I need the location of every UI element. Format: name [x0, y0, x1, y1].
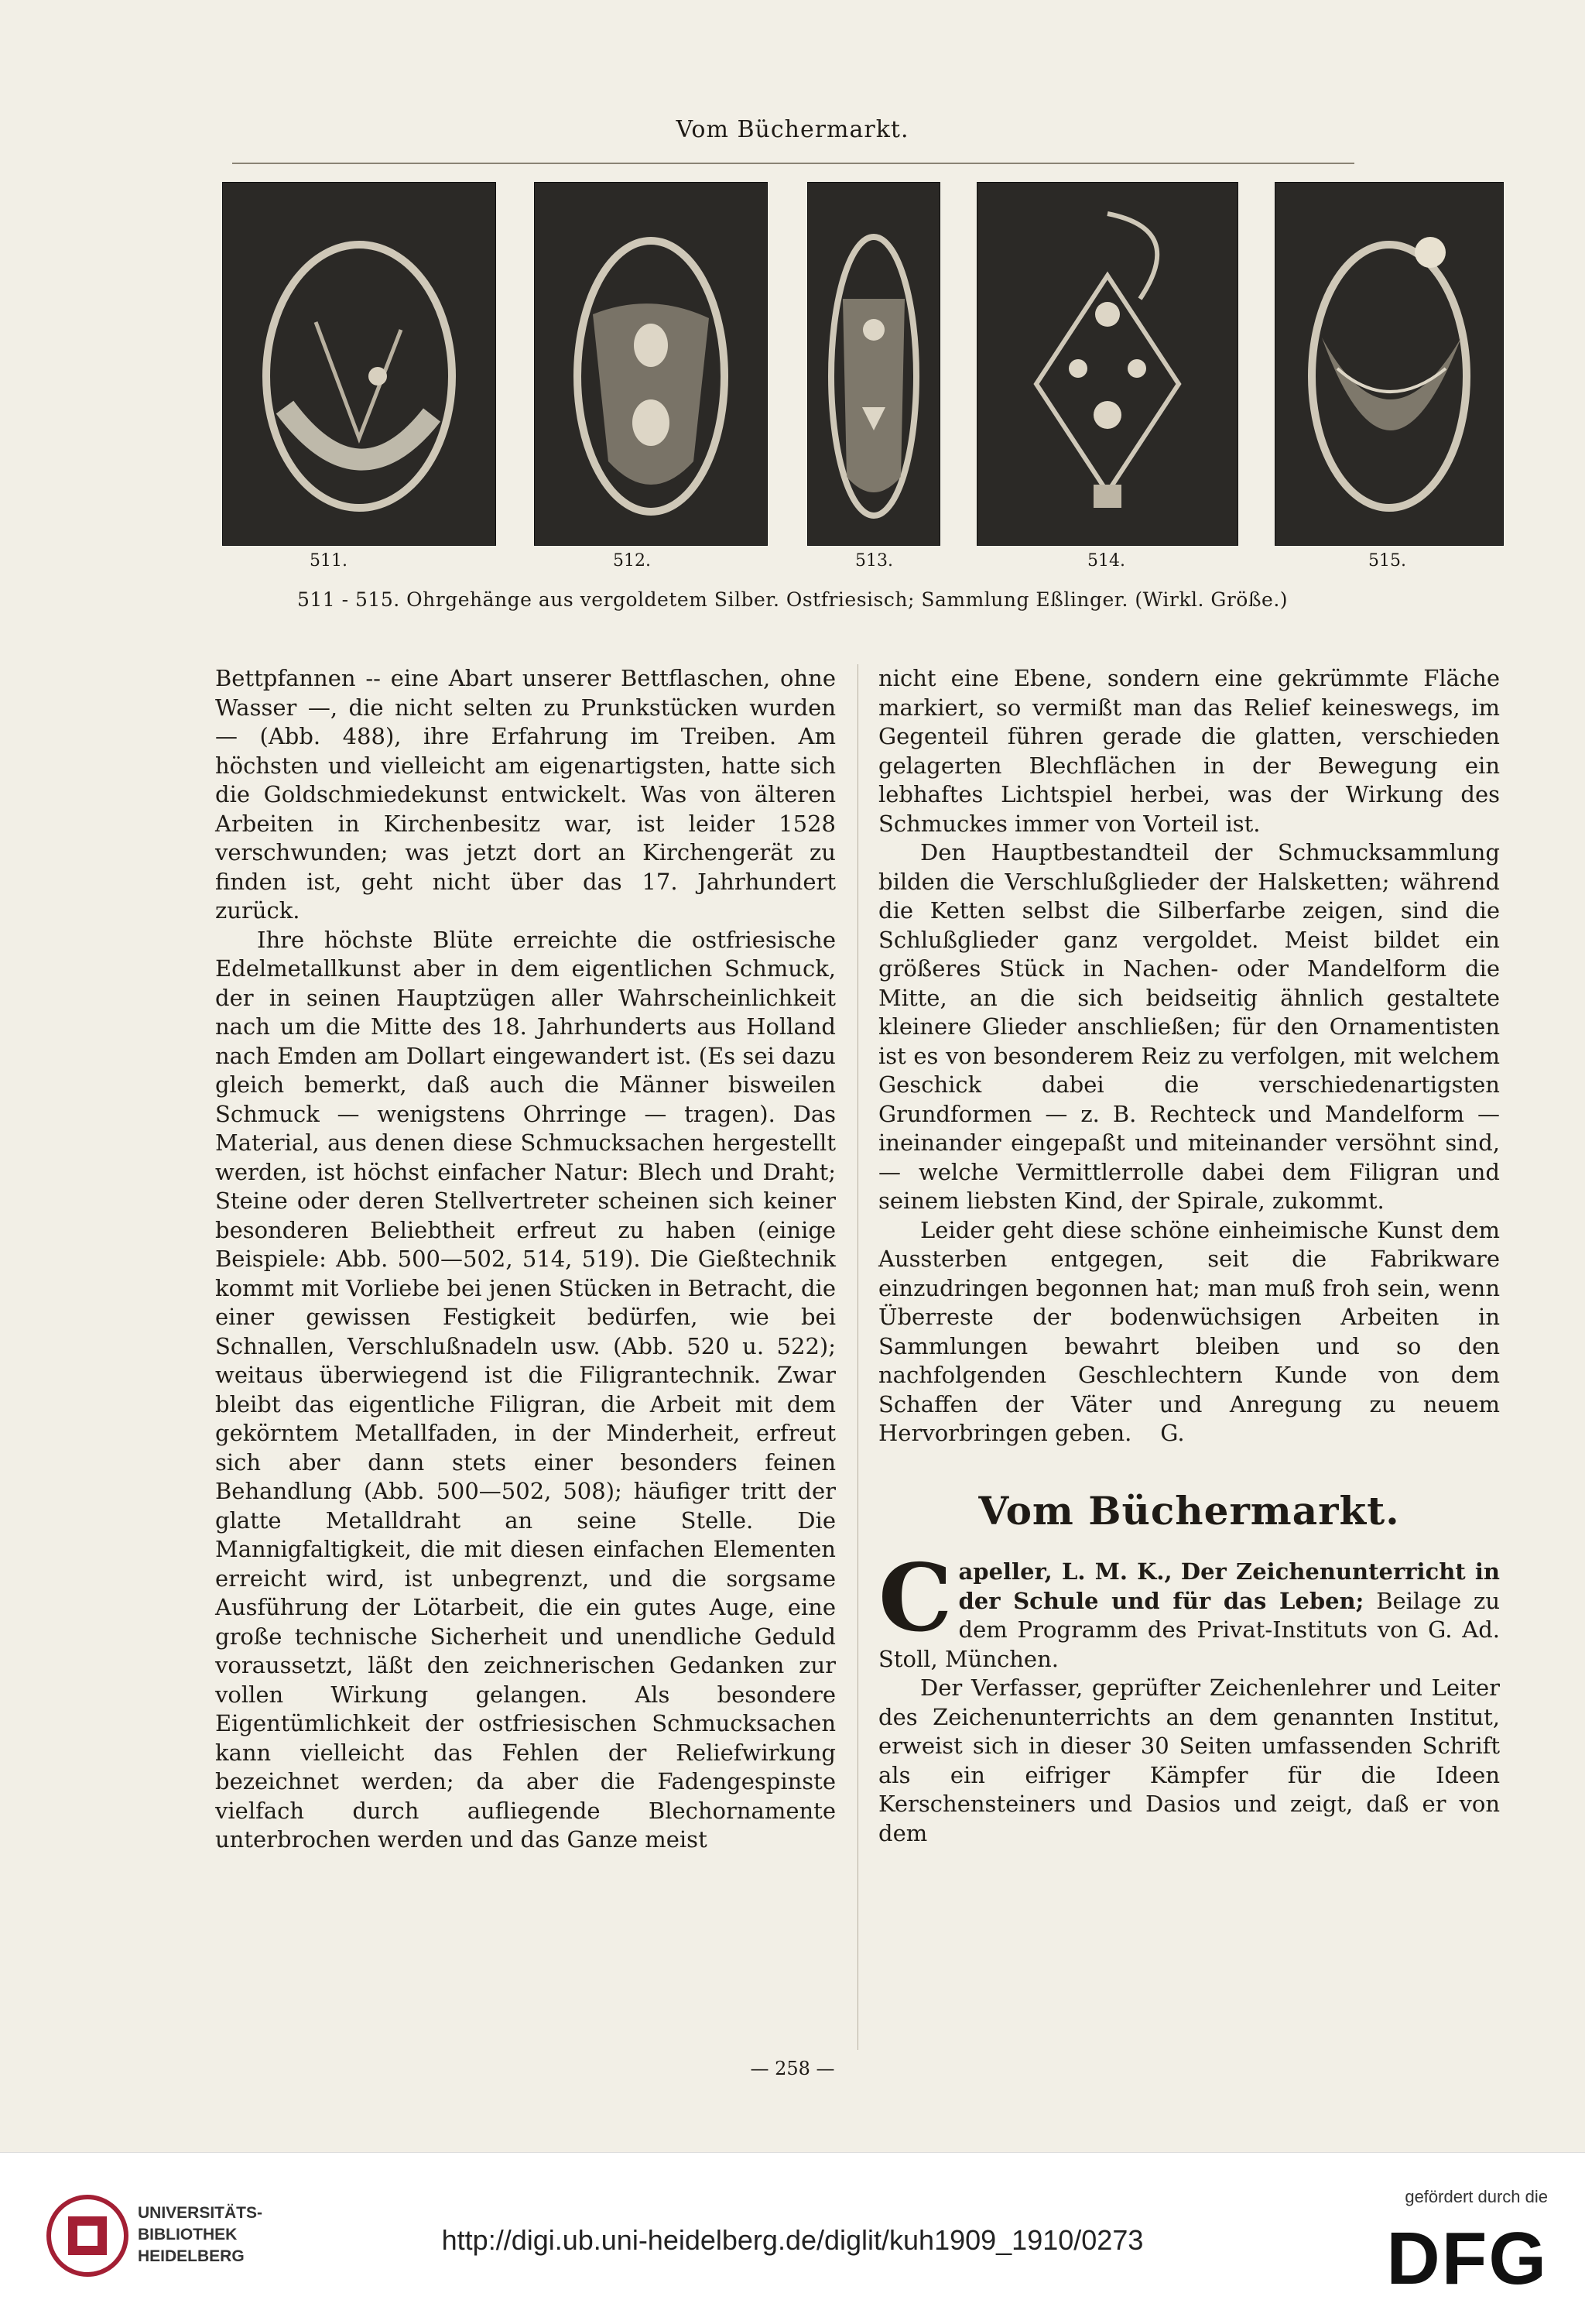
review-paragraph-2: Der Verfasser, geprüfter Zeichenlehrer und Leiter des Zeichenunterrichts an dem genannten Institut, erweist sich in dieser 30 Seiten umfassenden Schrift als ein eifriger Kämpfer für die Ideen Kerschensteiners und Dasios und zeigt, daß er von dem: [878, 1674, 1500, 1846]
right-paragraph-1: nicht eine Ebene, sondern eine gekrümmte Fläche markiert, so vermißt man das Relief keineswegs, im Gegenteil führen gerade die glatten, verschieden gelagerten Blechflächen in der Bewegung ein lebhaftes Lichtspiel herbei, was der Wirkung des Schmuckes immer von Vorteil ist.: [878, 665, 1500, 837]
dfg-logo: DFG: [1386, 2217, 1548, 2300]
book-review: [878, 1544, 1501, 1848]
photo-earring-515: [1275, 182, 1504, 546]
library-name-line-1: UNIVERSITÄTS-: [138, 2204, 263, 2222]
figure-number-512: 512.: [613, 551, 651, 571]
photo-earring-512: [534, 182, 768, 546]
photo-earring-513: [807, 182, 940, 546]
figure-number-511: 511.: [310, 551, 347, 571]
figure-caption: 511 - 515. Ohrgehänge aus vergoldetem Silber. Ostfriesisch; Sammlung Eßlinger. (Wirkl. Größe.): [296, 588, 1289, 611]
article-signature: G.: [1160, 1420, 1185, 1446]
left-paragraph-1: Bettpfannen -- eine Abart unserer Bettflaschen, ohne Wasser —, die nicht selten zu Prunkstücken wurden — (Abb. 488), ihre Erfahrung im Treiben. Am höchsten und vielleicht am eigenartigsten, hatte sich die Goldschmiedekunst entwickelt. Was von älteren Arbeiten in Kirchenbesitz war, ist leider 1528 verschwunden; was jetzt dort an Kirchengerät zu finden ist, geht nicht über das 17. Jahrhundert zurück.: [215, 665, 836, 924]
left-paragraph-2: Ihre höchste Blüte erreichte die ostfriesische Edelmetallkunst aber in dem eigentlichen Schmuck, der in seinen Hauptzügen aller Wahrscheinlichkeit nach um die Mitte des 18. Jahrhunderts aus Holland nach Emden am Dollart eingewandert ist. (Es sei dazu gleich bemerkt, daß auch die Männer bisweilen Schmuck — wenigstens Ohrringe — tragen). Das Material, aus denen diese Schmucksachen hergestellt werden, ist höchst einfacher Natur: Blech und Draht; Steine oder deren Stellvertreter scheinen sich keiner besonderen Beliebtheit erfreut zu haben (einige Beispiele: Abb. 500—502, 514, 519). Die Gießtechnik kommt mit Vorliebe bei jenen Stücken in Betracht, die einer gewissen Festigkeit bedürfen, wie bei Schnallen, Verschlußnadeln usw. (Abb. 520 u. 522); weitaus überwiegend ist die Filigrantechnik. Zwar bleibt das eigentliche Filigran, die Arbeit mit dem gekörntem Metallfaden, in der Minderheit, erfreut sich aber dann stets einer besonders feinen Behandlung (Abb. 500—502, 508); häufiger tritt der glatte Metalldraht an seine Stelle. Die Mannigfaltigkeit, die mit diesen einfachen Elementen erreicht wird, ist unbegrenzt, und die sorgsame Ausführung der Lötarbeit, die ein gutes Auge, eine große technische Sicherheit und unendliche Geduld voraussetzt, läßt den zeichnerischen Gedanken zur vollen Wirkung gelangen. Als besondere Eigentümlichkeit der ostfriesischen Schmucksachen kann vielleicht das Fehlen der Reliefwirkung bezeichnet werden; da aber die Fadengespinste vielfach durch aufliegende Blechornamente unterbrochen werden und das Ganze meist: [215, 926, 836, 1853]
photo-earring-514: [977, 182, 1238, 546]
source-url-link[interactable]: http://digi.ub.uni-heidelberg.de/diglit/kuh1909_1910/0273: [441, 2224, 1144, 2256]
header-rule: [232, 163, 1354, 164]
running-title: Vom Büchermarkt.: [676, 116, 909, 143]
photo-earring-511: [222, 182, 496, 546]
review-title: Der Zeichenunterricht in der Schule und für das Leben;: [958, 1558, 1501, 1614]
figure-plate: [0, 182, 1585, 554]
earring-515-image: [1275, 183, 1503, 545]
earring-513-image: [808, 183, 940, 545]
right-paragraph-3-text: Leider geht diese schöne einheimische Kunst dem Aussterben entgegen, seit die Fabrikware einzudringen begonnen hat; man muß froh sein, wenn Überreste der bodenwüchsigen Arbeiten in Sammlungen bewahrt bleiben und so den nachfolgenden Geschlechtern Kunde von dem Schaffen der Väter und Anregung zu neuem Hervorbringen geben.: [878, 1216, 1500, 1446]
earring-512-image: [535, 183, 767, 545]
earring-511-image: [223, 183, 495, 545]
library-name-line-2: BIBLIOTHEK: [138, 2226, 238, 2243]
library-name-line-3: HEIDELBERG: [138, 2247, 245, 2265]
review-author: apeller, L. M. K.,: [958, 1558, 1172, 1585]
figure-numbers: [0, 551, 1585, 579]
figure-number-514: 514.: [1087, 551, 1125, 571]
right-paragraph-3: [878, 1216, 1500, 1448]
earring-514-image: [977, 183, 1238, 545]
figure-number-513: 513.: [855, 551, 893, 571]
digitization-footer: [0, 2152, 1585, 2324]
right-column: [878, 664, 1500, 1848]
figure-number-515: 515.: [1368, 551, 1406, 571]
review-source: Beilage zu dem Programm des Privat-Instituts von G. Ad. Stoll, München.: [878, 1587, 1501, 1672]
page-number: — 258 —: [750, 2058, 835, 2079]
review-dropcap: C: [878, 1544, 953, 1653]
funding-note: gefördert durch die: [1405, 2187, 1548, 2206]
review-paragraph-1: [878, 1544, 1501, 1674]
right-paragraph-2: Den Hauptbestandteil der Schmucksammlung bilden die Verschlußglieder der Halsketten; während die Ketten selbst die Silberfarbe zeigen, sind die Schlußglieder ganz vergoldet. Meist bildet ein größeres Stück in Nachen- oder Mandelform die Mitte, an die sich beidseitig ähnlich gestaltete kleinere Glieder anschließen; für den Ornamentisten ist es von besonderem Reiz zu verfolgen, mit welchem Geschick dabei die verschiedenartigsten Grundformen — z. B. Rechteck und Mandelform — ineinander eingepaßt und miteinander versöhnt sind, — welche Vermittlerrolle dabei dem Filigran und seinem liebsten Kind, der Spirale, zukommt.: [878, 839, 1500, 1214]
left-column: [215, 664, 836, 1855]
section-heading: Vom Büchermarkt.: [978, 1487, 1400, 1534]
